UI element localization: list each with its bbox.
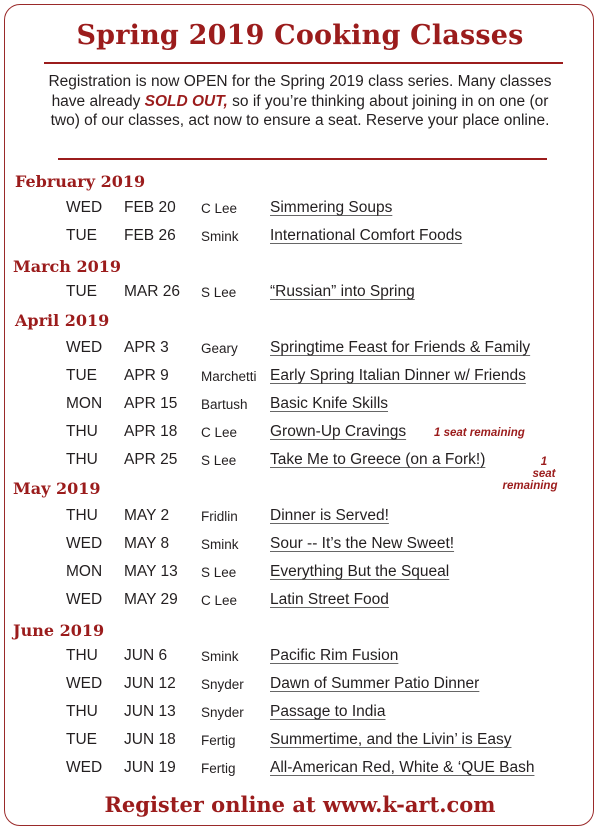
class-link[interactable]: Summertime, and the Livin’ is Easy <box>270 731 512 748</box>
class-instructor: Smink <box>201 229 239 244</box>
month-heading-june: June 2019 <box>13 621 105 640</box>
class-instructor: S Lee <box>201 565 237 580</box>
class-day: WED <box>66 535 103 552</box>
class-link[interactable]: Sour -- It’s the New Sweet! <box>270 535 455 552</box>
class-day: WED <box>66 759 103 776</box>
class-date: JUN 18 <box>124 731 176 748</box>
class-instructor: Fertig <box>201 733 236 748</box>
sold-out-label: SOLD OUT, <box>144 92 228 110</box>
class-instructor: Bartush <box>201 397 248 412</box>
class-date: APR 25 <box>124 451 178 468</box>
class-day: MON <box>66 395 103 412</box>
month-heading-february: February 2019 <box>15 172 146 191</box>
class-link[interactable]: All-American Red, White & ‘QUE Bash <box>270 759 535 776</box>
class-instructor: C Lee <box>201 201 238 216</box>
class-row <box>0 675 600 697</box>
class-instructor: Fertig <box>201 761 236 776</box>
class-date: APR 15 <box>124 395 178 412</box>
class-instructor: Snyder <box>201 705 244 720</box>
class-instructor: C Lee <box>201 425 238 440</box>
class-date: APR 18 <box>124 423 178 440</box>
class-row <box>0 759 600 781</box>
class-day: WED <box>66 199 103 216</box>
class-date: APR 9 <box>124 367 169 384</box>
class-day: TUE <box>66 283 97 300</box>
class-day: THU <box>66 451 98 468</box>
page-title: Spring 2019 Cooking Classes <box>76 20 524 51</box>
title-divider <box>44 62 563 64</box>
class-link[interactable]: Springtime Feast for Friends & Family <box>270 339 531 356</box>
class-row <box>0 563 600 585</box>
class-date: MAY 29 <box>124 591 178 608</box>
class-link[interactable]: Simmering Soups <box>270 199 393 216</box>
class-day: MON <box>66 563 103 580</box>
class-link[interactable]: Everything But the Squeal <box>270 563 450 580</box>
class-date: MAY 8 <box>124 535 170 552</box>
intro-paragraph <box>40 72 560 131</box>
class-instructor: Marchetti <box>201 369 257 384</box>
class-row <box>0 535 600 557</box>
month-heading-march: March 2019 <box>13 257 121 276</box>
intro-text-before: Registration is now OPEN for the Spring 2019 class series. Many classes have already <box>48 73 552 110</box>
class-row <box>0 731 600 753</box>
class-row <box>0 367 600 389</box>
class-instructor: Smink <box>201 537 239 552</box>
class-day: THU <box>66 507 98 524</box>
class-date: JUN 12 <box>124 675 176 692</box>
class-day: THU <box>66 647 98 664</box>
class-instructor: Snyder <box>201 677 244 692</box>
class-row <box>0 283 600 305</box>
seats-note-line: remaining <box>502 480 558 492</box>
class-day: THU <box>66 423 98 440</box>
class-link[interactable]: Dawn of Summer Patio Dinner <box>270 675 480 692</box>
class-row <box>0 703 600 725</box>
class-instructor: Smink <box>201 649 239 664</box>
class-date: FEB 20 <box>124 199 176 216</box>
class-day: TUE <box>66 367 97 384</box>
class-instructor: S Lee <box>201 453 237 468</box>
class-date: JUN 13 <box>124 703 176 720</box>
class-day: TUE <box>66 227 97 244</box>
class-instructor: S Lee <box>201 285 237 300</box>
intro-text-after: so if you’re thinking about joining in on one (or two) of our classes, act now to ensure a seat. Reserve your place online. <box>50 92 550 129</box>
class-link[interactable]: Take Me to Greece (on a Fork!) <box>270 451 486 468</box>
class-day: WED <box>66 339 103 356</box>
class-date: APR 3 <box>124 339 169 356</box>
class-instructor: Geary <box>201 341 238 356</box>
class-row <box>0 227 600 249</box>
intro-divider <box>58 158 547 160</box>
class-instructor: C Lee <box>201 593 238 608</box>
class-link[interactable]: International Comfort Foods <box>270 227 463 244</box>
month-heading-may: May 2019 <box>13 479 101 498</box>
class-date: FEB 26 <box>124 227 176 244</box>
class-row <box>0 423 600 445</box>
class-date: MAY 2 <box>124 507 170 524</box>
class-day: TUE <box>66 731 97 748</box>
seats-remaining-note <box>500 456 560 492</box>
class-day: WED <box>66 591 103 608</box>
class-row <box>0 339 600 361</box>
class-date: JUN 6 <box>124 647 168 664</box>
class-link[interactable]: Early Spring Italian Dinner w/ Friends <box>270 367 526 384</box>
class-link[interactable]: Dinner is Served! <box>270 507 389 524</box>
class-row <box>0 395 600 417</box>
class-link[interactable]: Grown-Up Cravings <box>270 423 407 440</box>
class-row <box>0 507 600 529</box>
class-instructor: Fridlin <box>201 509 238 524</box>
class-link[interactable]: Pacific Rim Fusion <box>270 647 399 664</box>
class-link[interactable]: Passage to India <box>270 703 386 720</box>
seats-remaining-note: 1 seat remaining <box>434 427 525 439</box>
class-date: MAY 13 <box>124 563 178 580</box>
class-row <box>0 591 600 613</box>
class-date: MAR 26 <box>124 283 180 300</box>
register-online-link[interactable]: Register online at www.k-art.com <box>104 792 496 817</box>
class-day: THU <box>66 703 98 720</box>
class-date: JUN 19 <box>124 759 176 776</box>
class-link[interactable]: Basic Knife Skills <box>270 395 389 412</box>
class-link[interactable]: Latin Street Food <box>270 591 389 608</box>
class-link[interactable]: “Russian” into Spring <box>270 283 415 300</box>
class-day: WED <box>66 675 103 692</box>
seats-note-line: 1 seat <box>532 456 556 480</box>
class-row <box>0 199 600 221</box>
month-heading-april: April 2019 <box>15 311 110 330</box>
class-row <box>0 647 600 669</box>
